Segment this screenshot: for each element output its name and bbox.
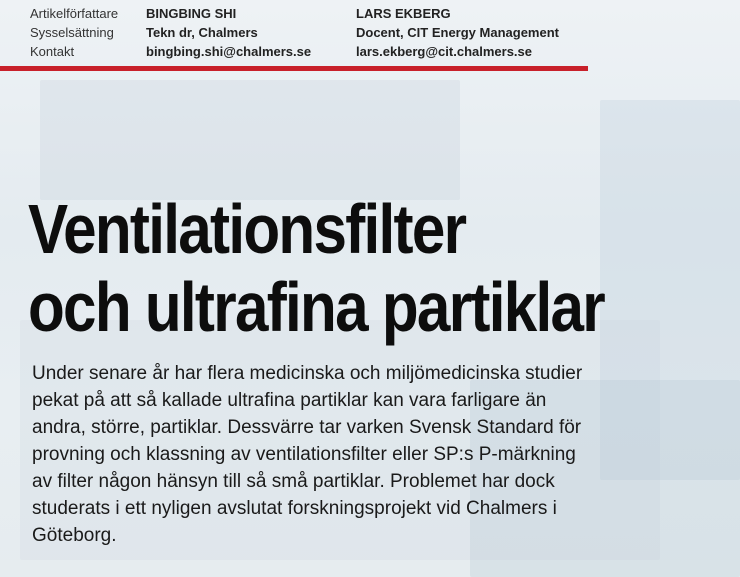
label-contact: Kontakt: [30, 44, 75, 59]
headline-line-1: Ventilationsfilter: [28, 190, 466, 268]
lead-line: pekat på att så kallade ultrafina partiklar kan vara farligare än: [32, 390, 547, 411]
author-2: [356, 4, 559, 61]
author-2-title: Docent, CIT Energy Management: [356, 25, 559, 40]
author-2-email[interactable]: lars.ekberg@cit.chalmers.se: [356, 44, 532, 59]
lead-line: Göteborg.: [32, 525, 117, 546]
author-1-title: Tekn dr, Chalmers: [146, 25, 258, 40]
lead-line: andra, större, partiklar. Dessvärre tar varken Svensk Standard för: [32, 417, 582, 438]
article-lead: [32, 360, 632, 549]
article-headline: [28, 190, 604, 346]
label-author: Artikelförfattare: [30, 6, 119, 21]
background-texture: [40, 80, 460, 200]
author-1-name: BINGBING SHI: [146, 6, 237, 21]
lead-line: provning och klassning av ventilationsfilter eller SP:s P-märkning: [32, 444, 576, 465]
accent-divider: [0, 66, 588, 71]
lead-line: Under senare år har flera medicinska och miljömedicinska studier: [32, 363, 583, 384]
author-2-name: LARS EKBERG: [356, 6, 451, 21]
lead-line: studerats i ett nyligen avslutat forskningsprojekt vid Chalmers i: [32, 498, 557, 519]
lead-line: av filter någon hänsyn till så små partiklar. Problemet har dock: [32, 471, 555, 492]
author-1-email[interactable]: bingbing.shi@chalmers.se: [146, 44, 312, 59]
author-1: [146, 4, 311, 61]
label-occupation: Sysselsättning: [30, 25, 114, 40]
article-byline: [0, 4, 590, 66]
byline-labels: [30, 4, 118, 61]
headline-line-2: och ultrafina partiklar: [28, 268, 604, 346]
